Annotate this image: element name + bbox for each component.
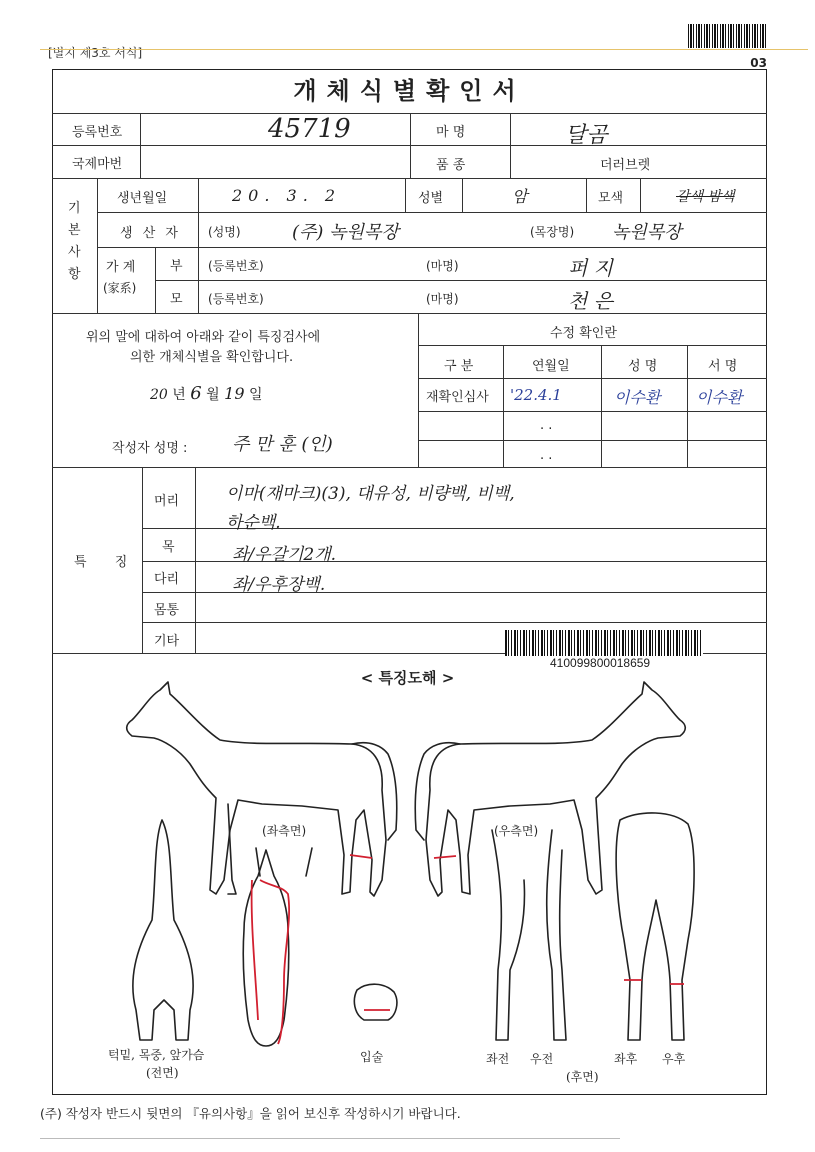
hind-right-leg-caption: 우후	[662, 1052, 686, 1066]
rule	[418, 378, 767, 379]
breed-value: 더러브렛	[600, 158, 651, 173]
revision-row-name: 이수환	[614, 388, 661, 407]
basic-section-label	[68, 198, 81, 286]
date-year: 20	[150, 387, 168, 403]
feature-value-neck: 좌/우갈기2개.	[232, 545, 337, 565]
rear-caption: (후면)	[566, 1070, 599, 1084]
rule	[198, 247, 199, 313]
diagram-title: < 특징도해 >	[360, 669, 455, 687]
producer-label: 생 산 자	[120, 226, 181, 241]
rule	[155, 280, 767, 281]
feature-label-neck: 목	[162, 540, 175, 555]
revision-row-sign: 이수환	[696, 388, 743, 407]
rule	[418, 411, 767, 412]
sire-name-value: 퍼 지	[568, 256, 613, 280]
rear-front-legs-outline	[492, 830, 566, 1040]
revision-header-date: 연월일	[532, 359, 570, 374]
intl-no-label: 국제마번	[72, 157, 123, 172]
footer-note: (주) 작성자 반드시 뒷면의 『유의사항』을 읽어 보신후 작성하시기 바랍니다.	[40, 1106, 461, 1121]
rule	[586, 178, 587, 212]
right-side-label: (우측면)	[494, 824, 539, 838]
revision-title: 수정 확인란	[550, 326, 617, 341]
front-left-leg-caption: 좌전	[486, 1052, 510, 1066]
rule	[418, 440, 767, 441]
rule	[640, 178, 641, 212]
producer-name-value: (주) 녹원목장	[292, 222, 399, 243]
barcode-number: 410099800018659	[550, 656, 651, 670]
date-day: 19	[224, 384, 245, 403]
rule	[142, 622, 767, 623]
rule	[405, 178, 406, 212]
color-value: 갈색 밤색	[676, 189, 735, 205]
lineage-label: 가 계	[106, 260, 136, 275]
confirm-statement-1: 위의 말에 대하여 아래와 같이 특징검사에	[86, 330, 321, 345]
revision-row-date: . .	[540, 448, 553, 463]
reg-no-value: 45719	[268, 114, 351, 144]
red-markings	[252, 855, 684, 1044]
rule	[52, 178, 767, 179]
basic-section-char: 본	[68, 223, 81, 238]
producer-name-label: (성명)	[208, 225, 241, 239]
lineage-label-hanja: (家系)	[103, 281, 137, 295]
rule	[97, 178, 98, 313]
rule	[687, 345, 688, 467]
ranch-label: (목장명)	[530, 225, 575, 239]
revision-row-type: 재확인심사	[426, 390, 489, 405]
dam-label: 모	[170, 292, 183, 307]
color-label: 모색	[598, 191, 624, 206]
hind-left-leg-caption: 좌후	[614, 1052, 638, 1066]
feature-value-head: 이마(재마크)(3), 대유성, 비량백, 비백,	[226, 484, 515, 504]
top-barcode	[688, 24, 768, 48]
horse-name-label: 마 명	[436, 125, 466, 140]
revision-row-date: . .	[540, 418, 553, 433]
front-caption: 턱밑, 목중, 앞가슴	[108, 1048, 205, 1062]
sex-value: 암	[512, 187, 528, 206]
rule	[140, 113, 141, 178]
date-month: 6	[190, 383, 202, 404]
confirm-date	[150, 383, 263, 404]
dam-name-label: (마명)	[426, 292, 459, 306]
dam-name-value: 천 은	[568, 289, 613, 313]
rule	[503, 345, 504, 467]
revision-header-name: 성 명	[628, 359, 658, 374]
birth-label: 생년월일	[117, 191, 168, 206]
rule	[410, 113, 411, 178]
features-section-label: 특 징	[74, 555, 140, 570]
front-right-leg-caption: 우전	[530, 1052, 554, 1066]
feature-value-head-cont: 하순백.	[226, 513, 281, 533]
date-day-unit: 일	[248, 387, 263, 403]
birth-value: 20. 3. 2	[232, 186, 342, 205]
feature-barcode	[505, 630, 703, 656]
rule	[418, 345, 767, 346]
top-rule	[40, 49, 808, 50]
left-side-label: (좌측면)	[262, 824, 307, 838]
rule	[418, 313, 419, 467]
rule	[52, 313, 767, 314]
revision-header-type: 구 분	[444, 359, 474, 374]
ranch-value: 녹원목장	[612, 222, 682, 243]
basic-section-char: 사	[68, 245, 81, 260]
right-side-horse-outline	[415, 682, 685, 896]
date-month-unit: 월	[206, 387, 220, 403]
rule	[510, 113, 511, 178]
footer-rule	[40, 1138, 620, 1139]
revision-row-date: '22.4.1	[510, 386, 562, 404]
date-year-unit: 년	[172, 387, 186, 403]
reg-no-label: 등록번호	[72, 125, 123, 140]
document-title: 개체식별확인서	[293, 77, 526, 105]
feature-value-legs: 좌/우후장백.	[232, 575, 326, 595]
rear-hind-outline	[616, 813, 694, 1040]
sire-reg-label: (등록번호)	[208, 259, 264, 273]
horse-diagram	[52, 680, 767, 1090]
front-caption-sub: (전면)	[146, 1066, 179, 1080]
front-view-outline	[133, 820, 193, 1040]
writer-value: 주 만 훈 (인)	[232, 434, 333, 455]
sex-label: 성별	[418, 191, 444, 206]
page-number: 03	[750, 56, 767, 70]
feature-label-legs: 다리	[154, 572, 180, 587]
rule	[601, 345, 602, 467]
writer-label: 작성자 성명 :	[112, 441, 188, 456]
feature-label-other: 기타	[154, 634, 180, 649]
feature-label-head: 머리	[154, 494, 180, 509]
rule	[198, 178, 199, 247]
rule	[155, 247, 156, 313]
rule	[142, 467, 143, 653]
lips-outline	[354, 984, 397, 1020]
sire-name-label: (마명)	[426, 259, 459, 273]
revision-header-sign: 서 명	[708, 359, 738, 374]
feature-label-body: 몸통	[154, 603, 180, 618]
dam-reg-label: (등록번호)	[208, 292, 264, 306]
rule	[462, 178, 463, 212]
rule	[195, 467, 196, 653]
basic-section-char: 기	[68, 201, 81, 216]
lips-caption: 입술	[360, 1050, 384, 1064]
horse-name-value: 달곰	[565, 123, 608, 148]
breed-label: 품 종	[436, 158, 466, 173]
basic-section-char: 항	[68, 267, 81, 282]
sire-label: 부	[170, 259, 183, 274]
rule	[52, 467, 767, 468]
form-label: [별지 제3호 서식]	[48, 46, 143, 60]
confirm-statement-2: 의한 개체식별을 확인합니다.	[130, 350, 294, 365]
